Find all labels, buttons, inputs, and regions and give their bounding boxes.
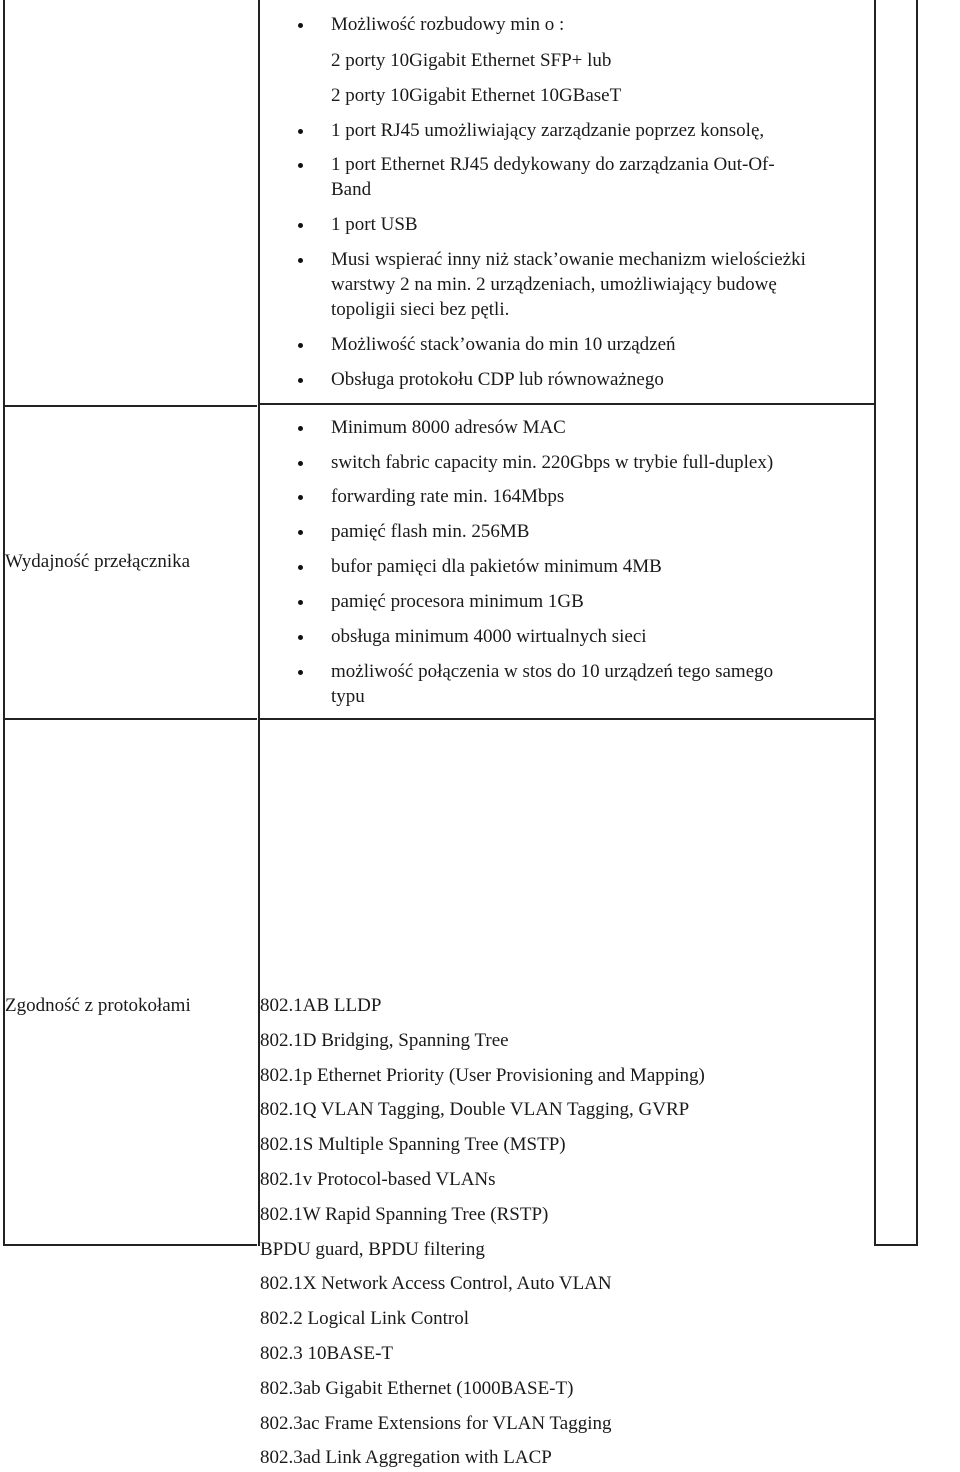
- bullet-icon: [298, 530, 303, 535]
- protocol-item: 802.3ac Frame Extensions for VLAN Tagging: [260, 1412, 612, 1434]
- protocol-item: 802.1S Multiple Spanning Tree (MSTP): [260, 1134, 566, 1156]
- bullet-icon: [298, 565, 303, 570]
- list-item-text: typu: [331, 686, 365, 707]
- protocol-item: 802.1D Bridging, Spanning Tree: [260, 1029, 509, 1051]
- list-item-text: możliwość połączenia w stos do 10 urządzeń tego samego: [331, 661, 774, 682]
- list-item-text: Band: [331, 179, 372, 200]
- bullet-icon: [298, 495, 303, 500]
- row-divider-2: [3, 718, 257, 720]
- row-divider-2b: [260, 718, 874, 720]
- list-item-text: switch fabric capacity min. 220Gbps w trybie full-duplex): [331, 452, 774, 473]
- bullet-icon: [298, 426, 303, 431]
- list-item-text: pamięć flash min. 256MB: [331, 521, 530, 542]
- list-item-text: forwarding rate min. 164Mbps: [331, 486, 565, 507]
- section-label-protocols: Zgodność z protokołami: [5, 995, 191, 1016]
- row-divider-1: [3, 405, 257, 407]
- row-divider-1b: [260, 403, 874, 405]
- protocol-item: 802.3ad Link Aggregation with LACP: [260, 1447, 552, 1469]
- bullet-icon: [298, 461, 303, 466]
- table-bottom-right: [876, 1244, 918, 1246]
- list-item-text: Musi wspierać inny niż stack’owanie mechanizm wielościeżki: [331, 249, 806, 270]
- protocol-item: 802.3ab Gigabit Ethernet (1000BASE-T): [260, 1377, 574, 1399]
- bullet-icon: [298, 635, 303, 640]
- bullet-icon: [298, 23, 303, 28]
- right-inner-border: [874, 0, 876, 1246]
- bullet-icon: [298, 223, 303, 228]
- bullet-icon: [298, 670, 303, 675]
- protocol-item: 802.1v Protocol-based VLANs: [260, 1169, 496, 1190]
- bullet-icon: [298, 343, 303, 348]
- list-item-text: 1 port Ethernet RJ45 dedykowany do zarządzania Out-Of-: [331, 154, 775, 175]
- right-outer-border: [916, 0, 918, 1246]
- protocol-item: 802.3 10BASE-T: [260, 1343, 393, 1364]
- protocol-item: 802.1W Rapid Spanning Tree (RSTP): [260, 1203, 549, 1225]
- bullet-icon: [298, 378, 303, 383]
- table-bottom-left: [3, 1244, 257, 1246]
- list-item-text: Możliwość stack’owania do min 10 urządzeń: [331, 334, 676, 355]
- left-border: [3, 0, 5, 1246]
- bullet-icon: [298, 258, 303, 263]
- list-item-text: 1 port RJ45 umożliwiający zarządzanie poprzez konsolę,: [331, 120, 765, 141]
- list-item-text: 1 port USB: [331, 214, 418, 235]
- protocol-item: 802.1p Ethernet Priority (User Provisioning and Mapping): [260, 1064, 705, 1086]
- protocol-item: 802.1AB LLDP: [260, 995, 382, 1016]
- list-item-text: Obsługa protokołu CDP lub równoważnego: [331, 369, 664, 390]
- protocol-item: 802.1X Network Access Control, Auto VLAN: [260, 1273, 612, 1295]
- bullet-icon: [298, 600, 303, 605]
- list-item-text: Możliwość rozbudowy min o :: [331, 14, 565, 35]
- list-item-text: warstwy 2 na min. 2 urządzeniach, umożliwiający budowę: [331, 274, 777, 295]
- list-item-text: obsługa minimum 4000 wirtualnych sieci: [331, 626, 647, 647]
- bullet-icon: [298, 129, 303, 134]
- list-item-text: bufor pamięci dla pakietów minimum 4MB: [331, 556, 662, 577]
- list-item-text: 2 porty 10Gigabit Ethernet 10GBaseT: [331, 85, 622, 106]
- protocol-item: 802.1Q VLAN Tagging, Double VLAN Tagging, GVRP: [260, 1099, 690, 1121]
- column-divider: [258, 0, 260, 1246]
- bullet-icon: [298, 163, 303, 168]
- protocol-item: BPDU guard, BPDU filtering: [260, 1238, 485, 1260]
- list-item-text: pamięć procesora minimum 1GB: [331, 591, 584, 612]
- protocol-item: 802.2 Logical Link Control: [260, 1308, 469, 1330]
- section-label-performance: Wydajność przełącznika: [5, 551, 191, 572]
- list-item-text: topoligii sieci bez pętli.: [331, 299, 510, 320]
- list-item-text: 2 porty 10Gigabit Ethernet SFP+ lub: [331, 50, 612, 71]
- list-item-text: Minimum 8000 adresów MAC: [331, 417, 566, 438]
